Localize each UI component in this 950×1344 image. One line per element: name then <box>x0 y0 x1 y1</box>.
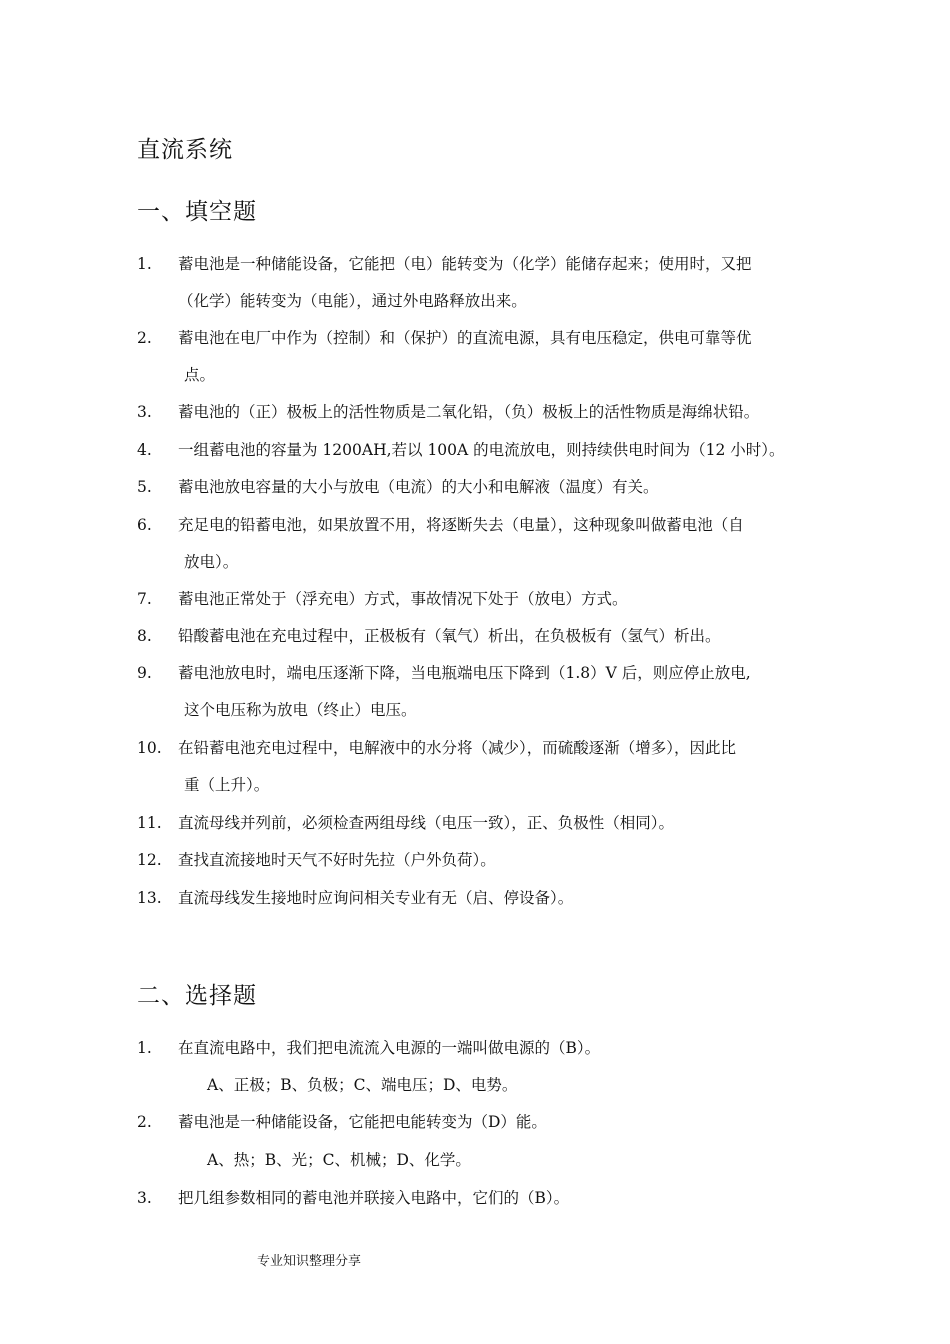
item-number: 3. <box>137 403 152 421</box>
item-text: 蓄电池是一种储能设备，它能把（电）能转变为（化学）能储存起来；使用时，又把 <box>178 255 752 273</box>
item-number: 2. <box>137 1113 152 1131</box>
item-number: 12. <box>137 851 162 869</box>
item-number: 4. <box>137 441 152 459</box>
item-text: 直流母线发生接地时应询问相关专业有无（启、停设备）。 <box>178 889 574 907</box>
item-text: 把几组参数相同的蓄电池并联接入电路中，它们的（B）。 <box>178 1189 570 1207</box>
item-text: 在直流电路中，我们把电流流入电源的一端叫做电源的（B）。 <box>178 1039 601 1057</box>
item-number: 8. <box>137 627 152 645</box>
page-footer: 专业知识整理分享 <box>257 1254 362 1269</box>
item-text: 蓄电池的（正）极板上的活性物质是二氧化铅，（负）极板上的活性物质是海绵状铅。 <box>178 403 760 421</box>
item-text: 铅酸蓄电池在充电过程中，正极板有（氧气）析出，在负极板有（氢气）析出。 <box>178 627 721 645</box>
answer-options: A、热；B、光；C、机械；D、化学。 <box>207 1151 471 1169</box>
item-number: 10. <box>137 739 162 757</box>
item-text-continued: 这个电压称为放电（终止）电压。 <box>184 701 417 719</box>
item-text: 充足电的铅蓄电池，如果放置不用，将逐断失去（电量），这种现象叫做蓄电池（自 <box>178 516 744 534</box>
item-text-continued: 重（上升）。 <box>184 776 270 794</box>
item-number: 1. <box>137 1039 152 1057</box>
item-text-continued: （化学）能转变为（电能），通过外电路释放出来。 <box>178 292 527 310</box>
item-text: 直流母线并列前，必须检查两组母线（电压一致），正、负极性（相同）。 <box>178 814 675 832</box>
item-number: 9. <box>137 664 152 682</box>
item-number: 7. <box>137 590 152 608</box>
section-heading-multiple-choice: 二、选择题 <box>137 983 257 1009</box>
item-text-continued: 放电）。 <box>184 553 239 571</box>
page-title: 直流系统 <box>137 137 233 163</box>
item-number: 3. <box>137 1189 152 1207</box>
item-number: 5. <box>137 478 152 496</box>
section-heading-fill-blank: 一、填空题 <box>137 199 257 225</box>
item-text: 蓄电池正常处于（浮充电）方式，事故情况下处于（放电）方式。 <box>178 590 628 608</box>
item-number: 11. <box>137 814 162 832</box>
item-text: 查找直流接地时天气不好时先拉（户外负荷）。 <box>178 851 496 869</box>
item-text: 在铅蓄电池充电过程中，电解液中的水分将（减少），而硫酸逐渐（增多），因此比 <box>178 739 737 757</box>
item-text: 蓄电池是一种储能设备，它能把电能转变为（D）能。 <box>178 1113 547 1131</box>
answer-options: A、正极；B、负极；C、端电压；D、电势。 <box>207 1076 518 1094</box>
item-number: 6. <box>137 516 152 534</box>
item-text: 蓄电池放电容量的大小与放电（电流）的大小和电解液（温度）有关。 <box>178 478 659 496</box>
item-text: 蓄电池在电厂中作为（控制）和（保护）的直流电源，具有电压稳定，供电可靠等优 <box>178 329 752 347</box>
item-text-continued: 点。 <box>184 366 216 384</box>
item-text: 蓄电池放电时，端电压逐渐下降，当电瓶端电压下降到（1.8）V 后，则应停止放电, <box>178 664 751 682</box>
item-number: 1. <box>137 255 152 273</box>
item-number: 2. <box>137 329 152 347</box>
item-number: 13. <box>137 889 162 907</box>
item-text: 一组蓄电池的容量为 1200AH,若以 100A 的电流放电，则持续供电时间为（12 小时）。 <box>178 441 785 459</box>
